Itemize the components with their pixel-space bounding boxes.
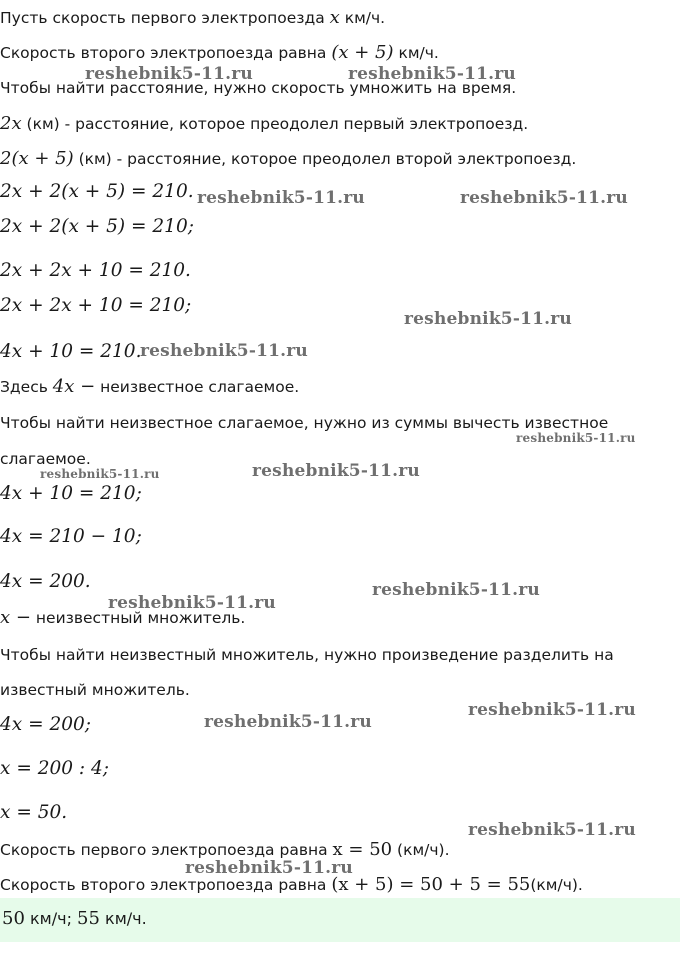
text-line-6: Здесь 4x − неизвестное слагаемое. [0,376,300,397]
text-line-2: Скорость второго электропоезда равна (x + 5) км/ч. [0,42,439,63]
text-line-1: Пусть скорость первого электропоезда x км/ч. [0,7,386,28]
watermark: reshebnik5-11.ru [468,700,636,720]
watermark: reshebnik5-11.ru [404,309,572,329]
watermark: reshebnik5-11.ru [348,64,516,84]
watermark: reshebnik5-11.ru [460,188,628,208]
equation-1: 2x + 2(x + 5) = 210. [0,181,194,202]
watermark: reshebnik5-11.ru [40,467,160,481]
answer-box [0,898,680,942]
text-line-12: Скорость первого электропоезда равна x = 50 (км/ч). [0,839,450,860]
text-line-8: слагаемое. [0,450,91,468]
equation-9: 4x = 200; [0,714,92,735]
watermark: reshebnik5-11.ru [185,858,353,878]
text-line-13: Скорость второго электропоезда равна (x + 5) = 50 + 5 = 55(км/ч). [0,874,583,895]
text-line-3: Чтобы найти расстояние, нужно скорость умножить на время. [0,79,517,97]
text-line-7: Чтобы найти неизвестное слагаемое, нужно из суммы вычесть известное [0,414,609,432]
watermark: reshebnik5-11.ru [252,461,420,481]
equation-6: 4x + 10 = 210; [0,483,142,504]
watermark: reshebnik5-11.ru [372,580,540,600]
watermark: reshebnik5-11.ru [197,188,365,208]
equation-3: 2x + 2x + 10 = 210. [0,260,191,281]
text-line-4: 2x (км) - расстояние, которое преодолел первый электропоезд. [0,113,529,134]
watermark: reshebnik5-11.ru [516,431,636,445]
watermark: reshebnik5-11.ru [468,820,636,840]
equation-10: x = 200 : 4; [0,758,110,779]
watermark: reshebnik5-11.ru [108,593,276,613]
equation-5: 4x + 10 = 210. [0,341,142,362]
watermark: reshebnik5-11.ru [85,64,253,84]
equation-8: 4x = 200. [0,571,91,592]
text-line-10: Чтобы найти неизвестный множитель, нужно произведение разделить на [0,646,614,664]
equation-7: 4x = 210 − 10; [0,526,142,547]
text-line-5: 2(x + 5) (км) - расстояние, которое преодолел второй электропоезд. [0,148,577,169]
watermark: reshebnik5-11.ru [204,712,372,732]
text-line-9: x − неизвестный множитель. [0,607,246,628]
watermark: reshebnik5-11.ru [140,341,308,361]
equation-2: 2x + 2(x + 5) = 210; [0,216,194,237]
text-line-11: известный множитель. [0,681,190,699]
answer-text: 50 км/ч; 55 км/ч. [2,908,147,929]
equation-11: x = 50. [0,802,68,823]
equation-4: 2x + 2x + 10 = 210; [0,295,192,316]
